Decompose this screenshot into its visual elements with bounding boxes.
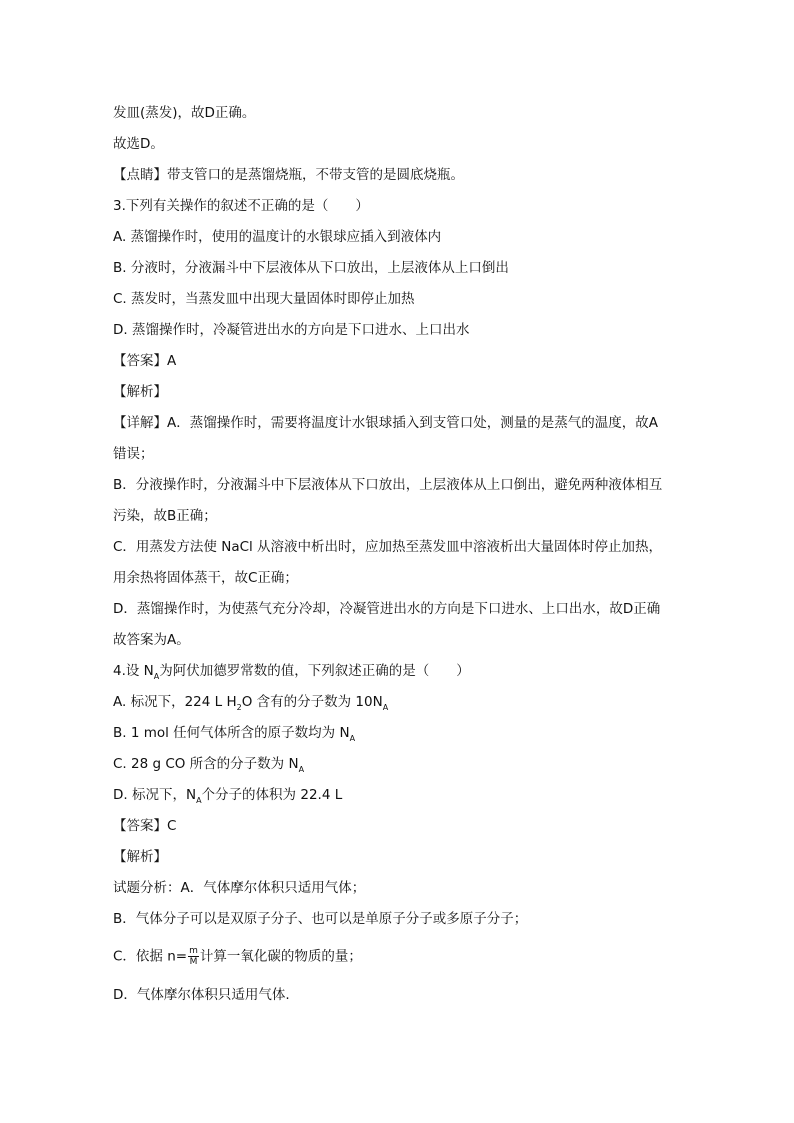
detail-text-line: 故答案为A。 bbox=[113, 632, 190, 648]
q4-opt-c-text: C. 28 g CO 所含的分子数为 N bbox=[113, 756, 299, 772]
question-3-option-a: A. 蒸馏操作时，使用的温度计的水银球应插入到液体内 bbox=[113, 229, 442, 245]
answer-label: 【答案】C bbox=[113, 818, 177, 834]
analysis-text-line: 试题分析：A．气体摩尔体积只适用气体； bbox=[113, 880, 366, 896]
q4-opt-a-prefix: A. 标况下，224 L H bbox=[113, 694, 237, 710]
text-line: 发皿(蒸发)，故D正确。 bbox=[113, 105, 256, 121]
detail-text-line: C．用蒸发方法使 NaCl 从溶液中析出时，应加热至蒸发皿中溶液析出大量固体时停止加热， bbox=[113, 539, 663, 555]
detail-text-line: 【详解】A．蒸馏操作时，需要将温度计水银球插入到支管口处，测量的是蒸气的温度，故A bbox=[113, 415, 658, 431]
fraction-m-over-M bbox=[188, 946, 199, 967]
q4-opt-d-suffix: 个分子的体积为 22.4 L bbox=[201, 787, 343, 803]
q4-opt-a-subscript-2: A bbox=[382, 703, 389, 712]
tip-line: 【点睛】带支管口的是蒸馏烧瓶，不带支管的是圆底烧瓶。 bbox=[113, 167, 464, 183]
question-4-stem bbox=[113, 661, 470, 683]
analysis-text-line: D．气体摩尔体积只适用气体. bbox=[113, 987, 290, 1003]
detail-text-line: D．蒸馏操作时，为使蒸气充分冷却，冷凝管进出水的方向是下口进水、上口出水，故D正确 bbox=[113, 601, 661, 617]
question-4-option-a bbox=[113, 692, 388, 714]
q4-stem-prefix: 4.设 N bbox=[113, 663, 154, 679]
q4-opt-d-prefix: D. 标况下，N bbox=[113, 787, 197, 803]
formula-suffix: 计算一氧化碳的物质的量； bbox=[199, 948, 362, 965]
question-4-option-b bbox=[113, 723, 355, 745]
q4-opt-b-subscript: A bbox=[349, 734, 356, 743]
question-3-option-c: C. 蒸发时，当蒸发皿中出现大量固体时即停止加热 bbox=[113, 291, 415, 307]
formula-line bbox=[113, 946, 362, 967]
q4-opt-a-middle: O 含有的分子数为 10N bbox=[241, 694, 383, 710]
question-4-option-d bbox=[113, 785, 342, 807]
question-4-option-c bbox=[113, 754, 304, 776]
q4-opt-d-subscript: A bbox=[196, 796, 202, 805]
detail-text-line: B．分液操作时，分液漏斗中下层液体从下口放出，上层液体从上口倒出，避免两种液体相互 bbox=[113, 477, 663, 493]
q4-opt-b-text: B. 1 mol 任何气体所含的原子数均为 N bbox=[113, 725, 350, 741]
q4-stem-subscript: A bbox=[153, 672, 160, 681]
detail-text-line: 污染，故B正确； bbox=[113, 508, 217, 524]
analysis-label: 【解析】 bbox=[113, 384, 167, 400]
q4-opt-a-subscript-1: 2 bbox=[236, 703, 242, 712]
q4-opt-c-subscript: A bbox=[298, 765, 305, 774]
fraction-denominator: M bbox=[189, 957, 198, 967]
analysis-label: 【解析】 bbox=[113, 849, 167, 865]
question-3-option-b: B. 分液时，分液漏斗中下层液体从下口放出，上层液体从上口倒出 bbox=[113, 260, 509, 276]
analysis-text-line: B．气体分子可以是双原子分子、也可以是单原子分子或多原子分子； bbox=[113, 911, 528, 927]
fraction-numerator: m bbox=[189, 946, 198, 956]
question-3-stem: 3.下列有关操作的叙述不正确的是（ ） bbox=[113, 198, 369, 214]
answer-label: 【答案】A bbox=[113, 353, 177, 369]
detail-text-line: 用余热将固体蒸干，故C正确； bbox=[113, 570, 298, 586]
q4-stem-suffix: 为阿伏加德罗常数的值，下列叙述正确的是（ ） bbox=[159, 663, 470, 679]
text-line: 故选D。 bbox=[113, 136, 164, 152]
detail-text-line: 错误； bbox=[113, 446, 154, 462]
formula-prefix: C．依据 n= bbox=[113, 948, 188, 965]
question-3-option-d: D. 蒸馏操作时，冷凝管进出水的方向是下口进水、上口出水 bbox=[113, 322, 470, 338]
